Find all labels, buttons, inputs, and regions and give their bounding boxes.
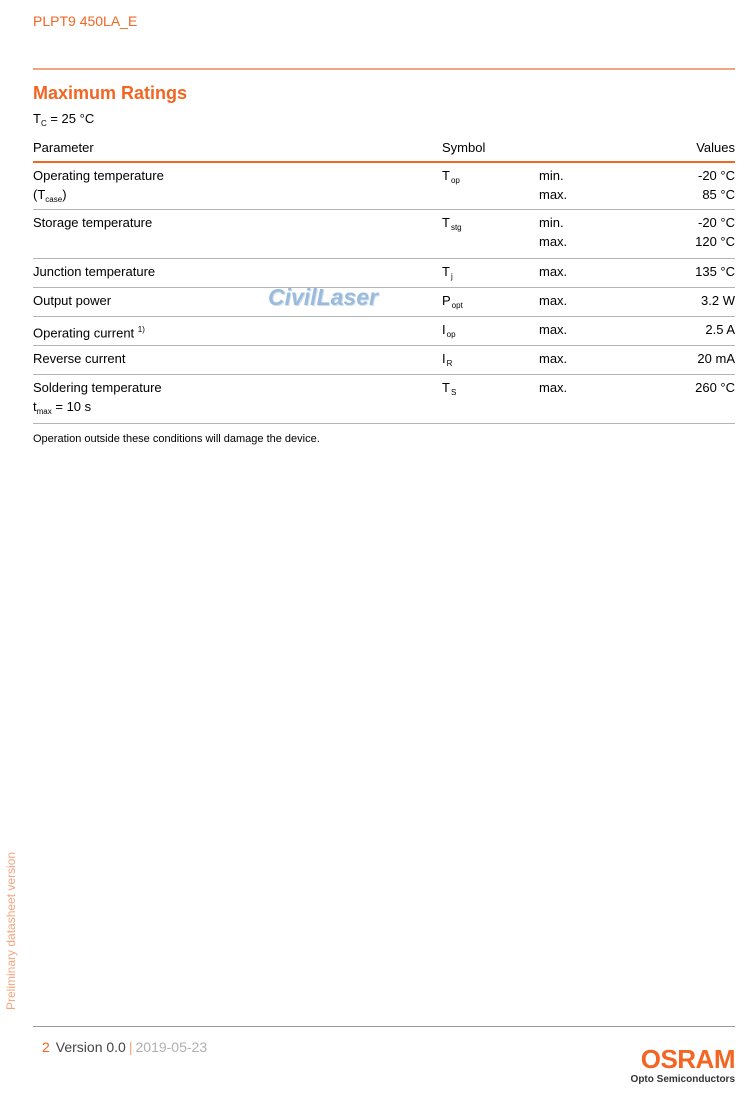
cell-limit: max. bbox=[539, 259, 635, 288]
cell-limit: max. bbox=[539, 288, 635, 317]
cell-value: 20 mA bbox=[635, 346, 735, 375]
cell-parameter: Soldering temperature $t_{max} = 10$ s bbox=[33, 375, 442, 424]
cell-value: 3.2 W bbox=[635, 288, 735, 317]
cell-limit: max. bbox=[539, 346, 635, 375]
header-limit bbox=[539, 133, 635, 162]
maximum-ratings-table bbox=[33, 133, 735, 424]
version-label: Version 0.0 bbox=[55, 1039, 126, 1055]
header-parameter: Parameter bbox=[33, 133, 442, 162]
test-condition: $T_C = 25$ °C bbox=[33, 111, 95, 128]
cell-symbol: $I_{op}$ bbox=[442, 317, 539, 346]
cell-symbol: $I_R$ bbox=[442, 346, 539, 375]
footer bbox=[42, 1039, 207, 1055]
cell-value: 260 °C bbox=[635, 375, 735, 424]
cell-parameter: Storage temperature bbox=[33, 210, 442, 259]
table-row bbox=[33, 317, 735, 346]
cell-limit: min. max. bbox=[539, 162, 635, 210]
cell-value: 135 °C bbox=[635, 259, 735, 288]
section-title: Maximum Ratings bbox=[33, 83, 188, 103]
brand-subtitle: Opto Semiconductors bbox=[630, 1074, 735, 1085]
brand-name: OSRAM bbox=[640, 1044, 735, 1074]
footer-separator: | bbox=[128, 1039, 133, 1055]
header-symbol: Symbol bbox=[442, 133, 539, 162]
cell-symbol: $T_{stg}$ bbox=[442, 210, 539, 259]
osram-logo bbox=[631, 1046, 735, 1085]
watermark-logo: CivilLaser bbox=[268, 284, 378, 310]
cell-symbol: $T_j$ bbox=[442, 259, 539, 288]
cell-parameter: Operating current $^{1)}$ bbox=[33, 317, 442, 346]
table-row bbox=[33, 375, 735, 424]
table-row bbox=[33, 259, 735, 288]
document-id: PLPT9 450LA_E bbox=[33, 13, 138, 29]
cell-parameter: Operating temperature $(T_{case})$ bbox=[33, 162, 442, 210]
cell-symbol: $T_S$ bbox=[442, 375, 539, 424]
table-row bbox=[33, 346, 735, 375]
table-header-row bbox=[33, 133, 735, 162]
preliminary-version-label: Preliminary datasheet version bbox=[4, 851, 18, 1010]
cell-limit: max. bbox=[539, 375, 635, 424]
cell-parameter: Reverse current bbox=[33, 346, 442, 375]
page-number: 2 bbox=[42, 1039, 50, 1055]
footer-rule bbox=[33, 1026, 735, 1027]
cell-symbol: $T_{op}$ bbox=[442, 162, 539, 210]
cell-parameter: Junction temperature bbox=[33, 259, 442, 288]
ratings-note: Operation outside these conditions will damage the device. bbox=[33, 433, 320, 445]
release-date: 2019-05-23 bbox=[135, 1039, 208, 1055]
header-rule bbox=[33, 68, 735, 70]
table-row bbox=[33, 288, 735, 317]
cell-value: 2.5 A bbox=[635, 317, 735, 346]
cell-value: -20 °C 120 °C bbox=[635, 210, 735, 259]
cell-symbol: $P_{opt}$ bbox=[442, 288, 539, 317]
footnote-marker: 1) bbox=[137, 325, 145, 334]
header-values: Values bbox=[635, 133, 735, 162]
cell-limit: min. max. bbox=[539, 210, 635, 259]
table-row bbox=[33, 162, 735, 210]
cell-parameter: Output power bbox=[33, 288, 442, 317]
cell-limit: max. bbox=[539, 317, 635, 346]
cell-value: -20 °C 85 °C bbox=[635, 162, 735, 210]
table-row bbox=[33, 210, 735, 259]
